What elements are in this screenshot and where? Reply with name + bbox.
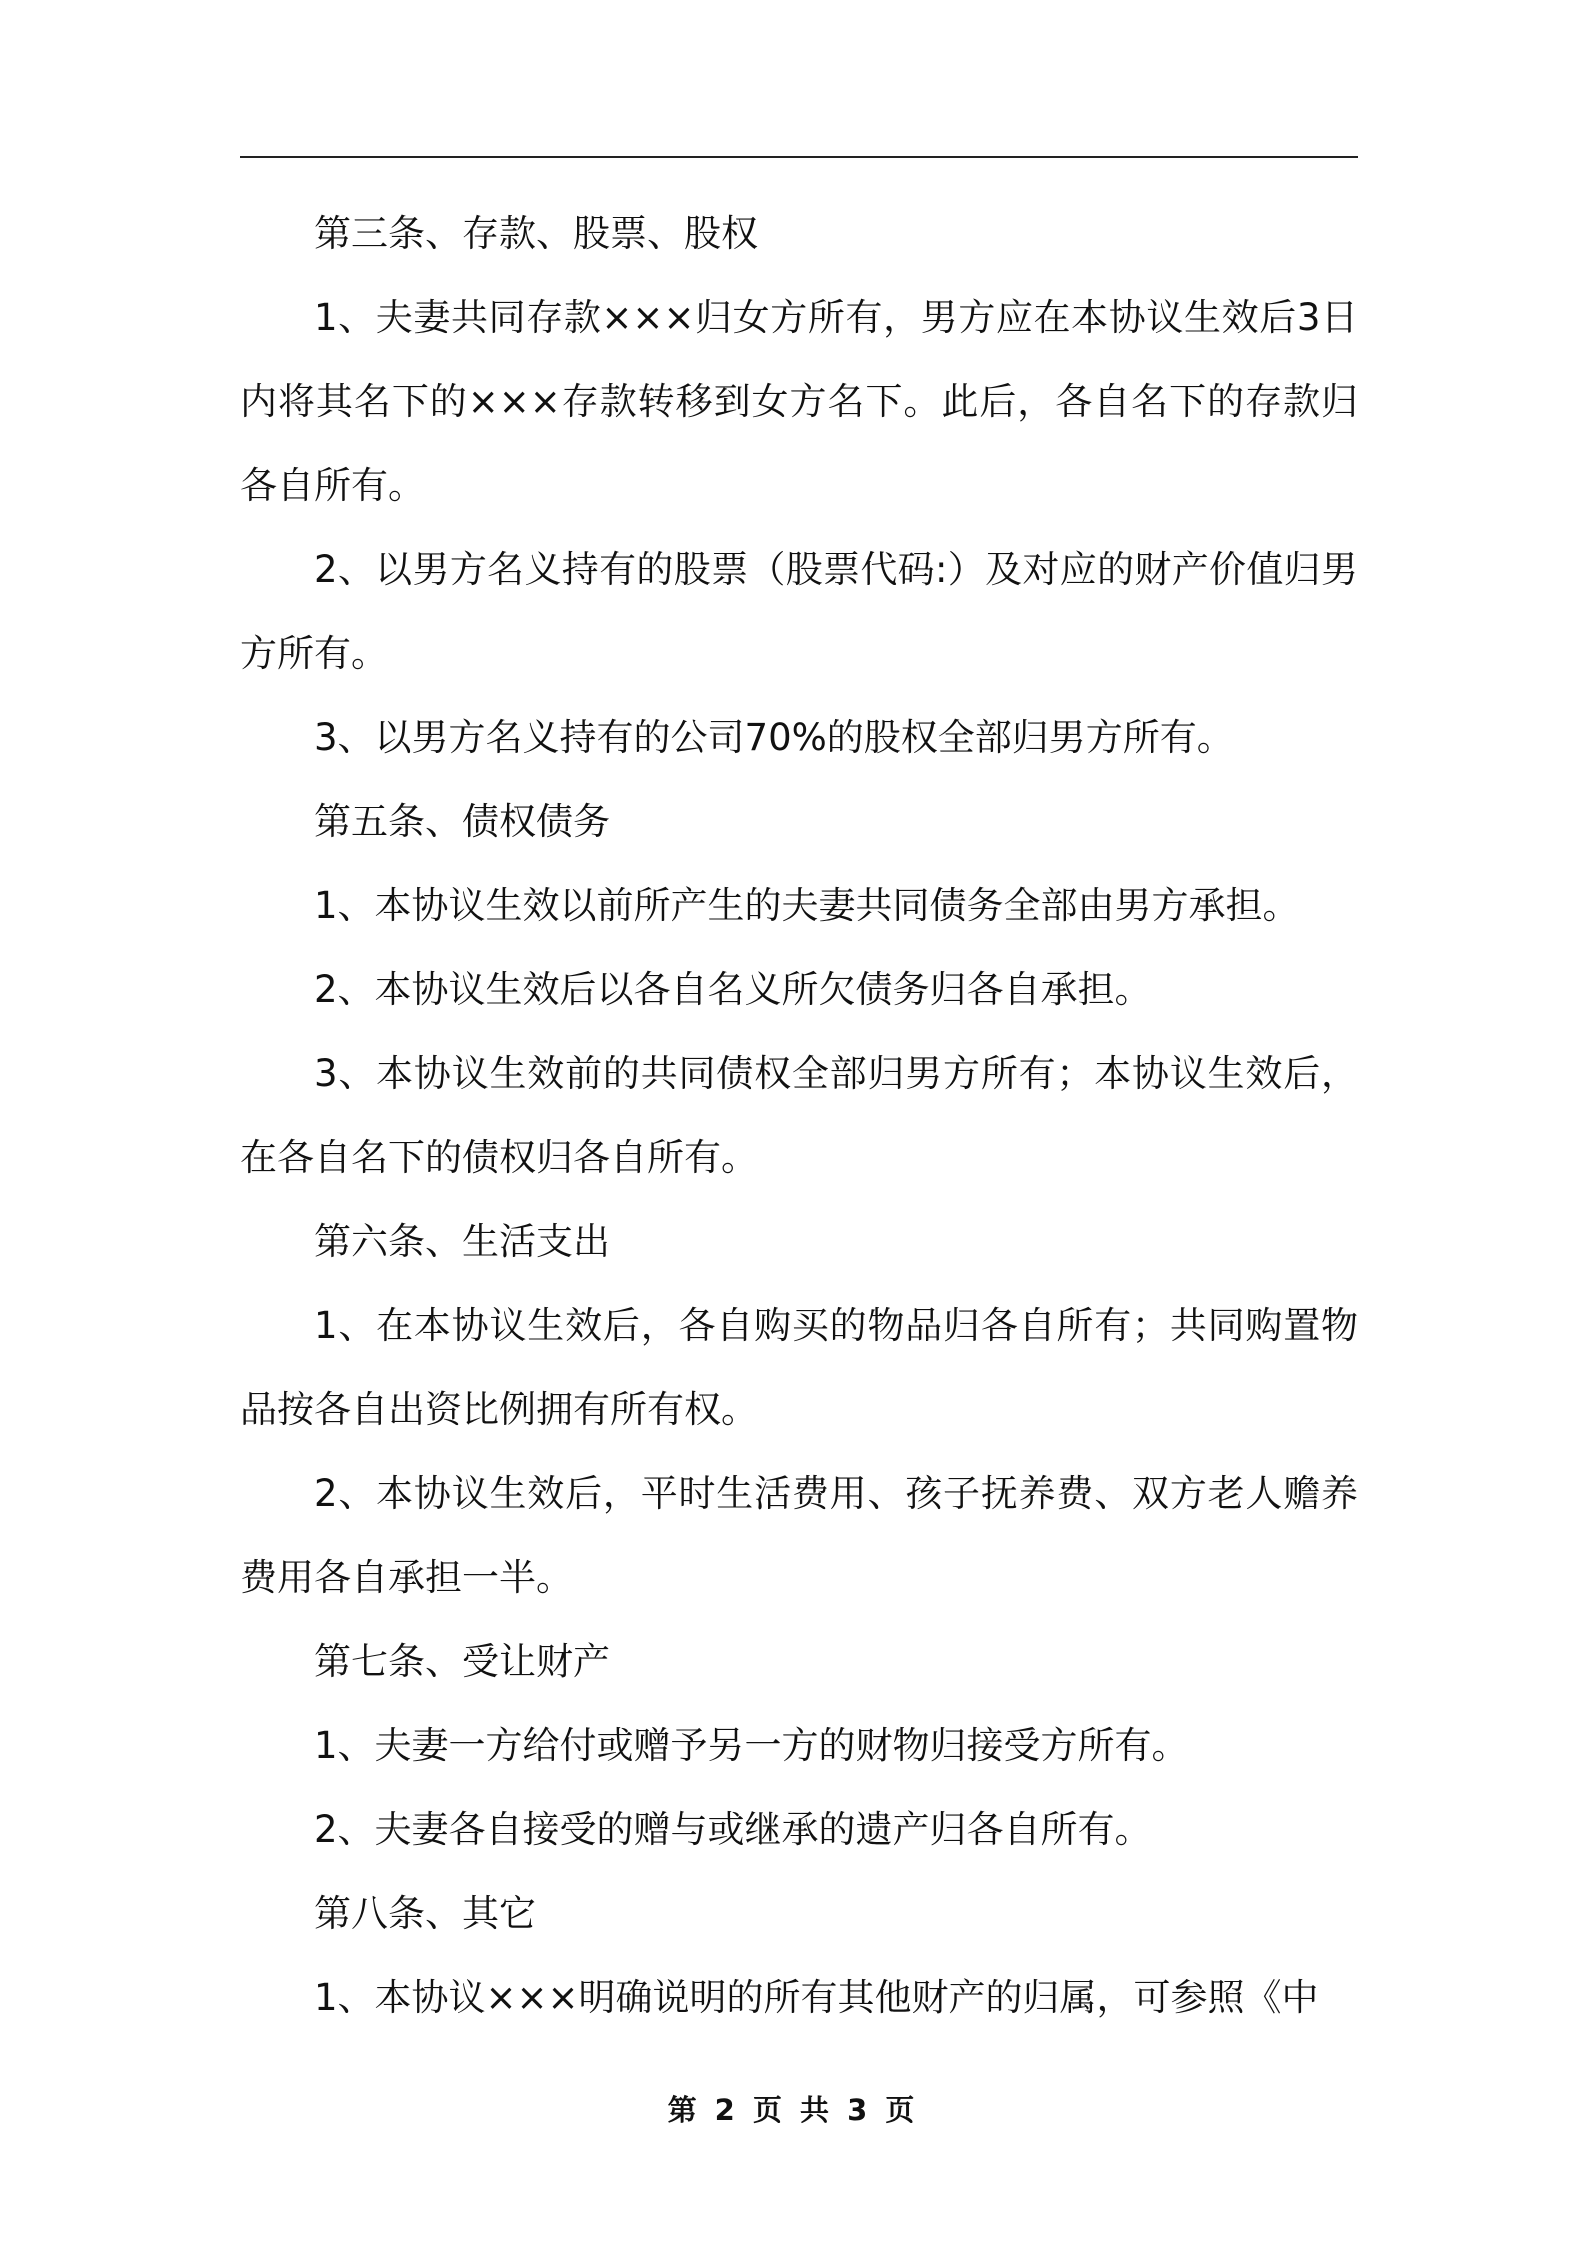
clause-paragraph: 2、本协议生效后以各自名义所欠债务归各自承担。 <box>314 968 1152 1011</box>
clause-paragraph: 3、本协议生效前的共同债权全部归男方所有；本协议生效后，在各自名下的债权归各自所有。 <box>240 1052 1358 1179</box>
header-rule <box>240 156 1358 158</box>
clause-paragraph: 1、夫妻共同存款×××归女方所有，男方应在本协议生效后3日内将其名下的×××存款转移到女方名下。此后，各自名下的存款归各自所有。 <box>240 296 1358 507</box>
clause-paragraph: 1、夫妻一方给付或赠予另一方的财物归接受方所有。 <box>314 1724 1189 1767</box>
clause-paragraph: 2、本协议生效后，平时生活费用、孩子抚养费、双方老人赡养费用各自承担一半。 <box>240 1472 1358 1599</box>
clause-paragraph: 1、本协议生效以前所产生的夫妻共同债务全部由男方承担。 <box>314 884 1300 927</box>
section-heading-3: 第三条、存款、股票、股权 <box>314 212 758 255</box>
clause-paragraph: 2、夫妻各自接受的赠与或继承的遗产归各自所有。 <box>314 1808 1152 1851</box>
clause-paragraph: 1、在本协议生效后，各自购买的物品归各自所有；共同购置物品按各自出资比例拥有所有权。 <box>240 1304 1358 1431</box>
document-body <box>240 192 1358 2040</box>
clause-paragraph: 2、以男方名义持有的股票（股票代码:）及对应的财产价值归男方所有。 <box>240 548 1358 675</box>
section-heading-5: 第五条、债权债务 <box>314 800 610 843</box>
clause-paragraph: 1、本协议×××明确说明的所有其他财产的归属，可参照《中 <box>314 1976 1319 2019</box>
clause-paragraph: 3、以男方名义持有的公司70%的股权全部归男方所有。 <box>314 716 1234 759</box>
section-heading-6: 第六条、生活支出 <box>314 1220 610 1263</box>
page-number: 第 2 页 共 3 页 <box>667 2093 919 2127</box>
section-heading-8: 第八条、其它 <box>314 1892 536 1935</box>
section-heading-7: 第七条、受让财产 <box>314 1640 610 1683</box>
